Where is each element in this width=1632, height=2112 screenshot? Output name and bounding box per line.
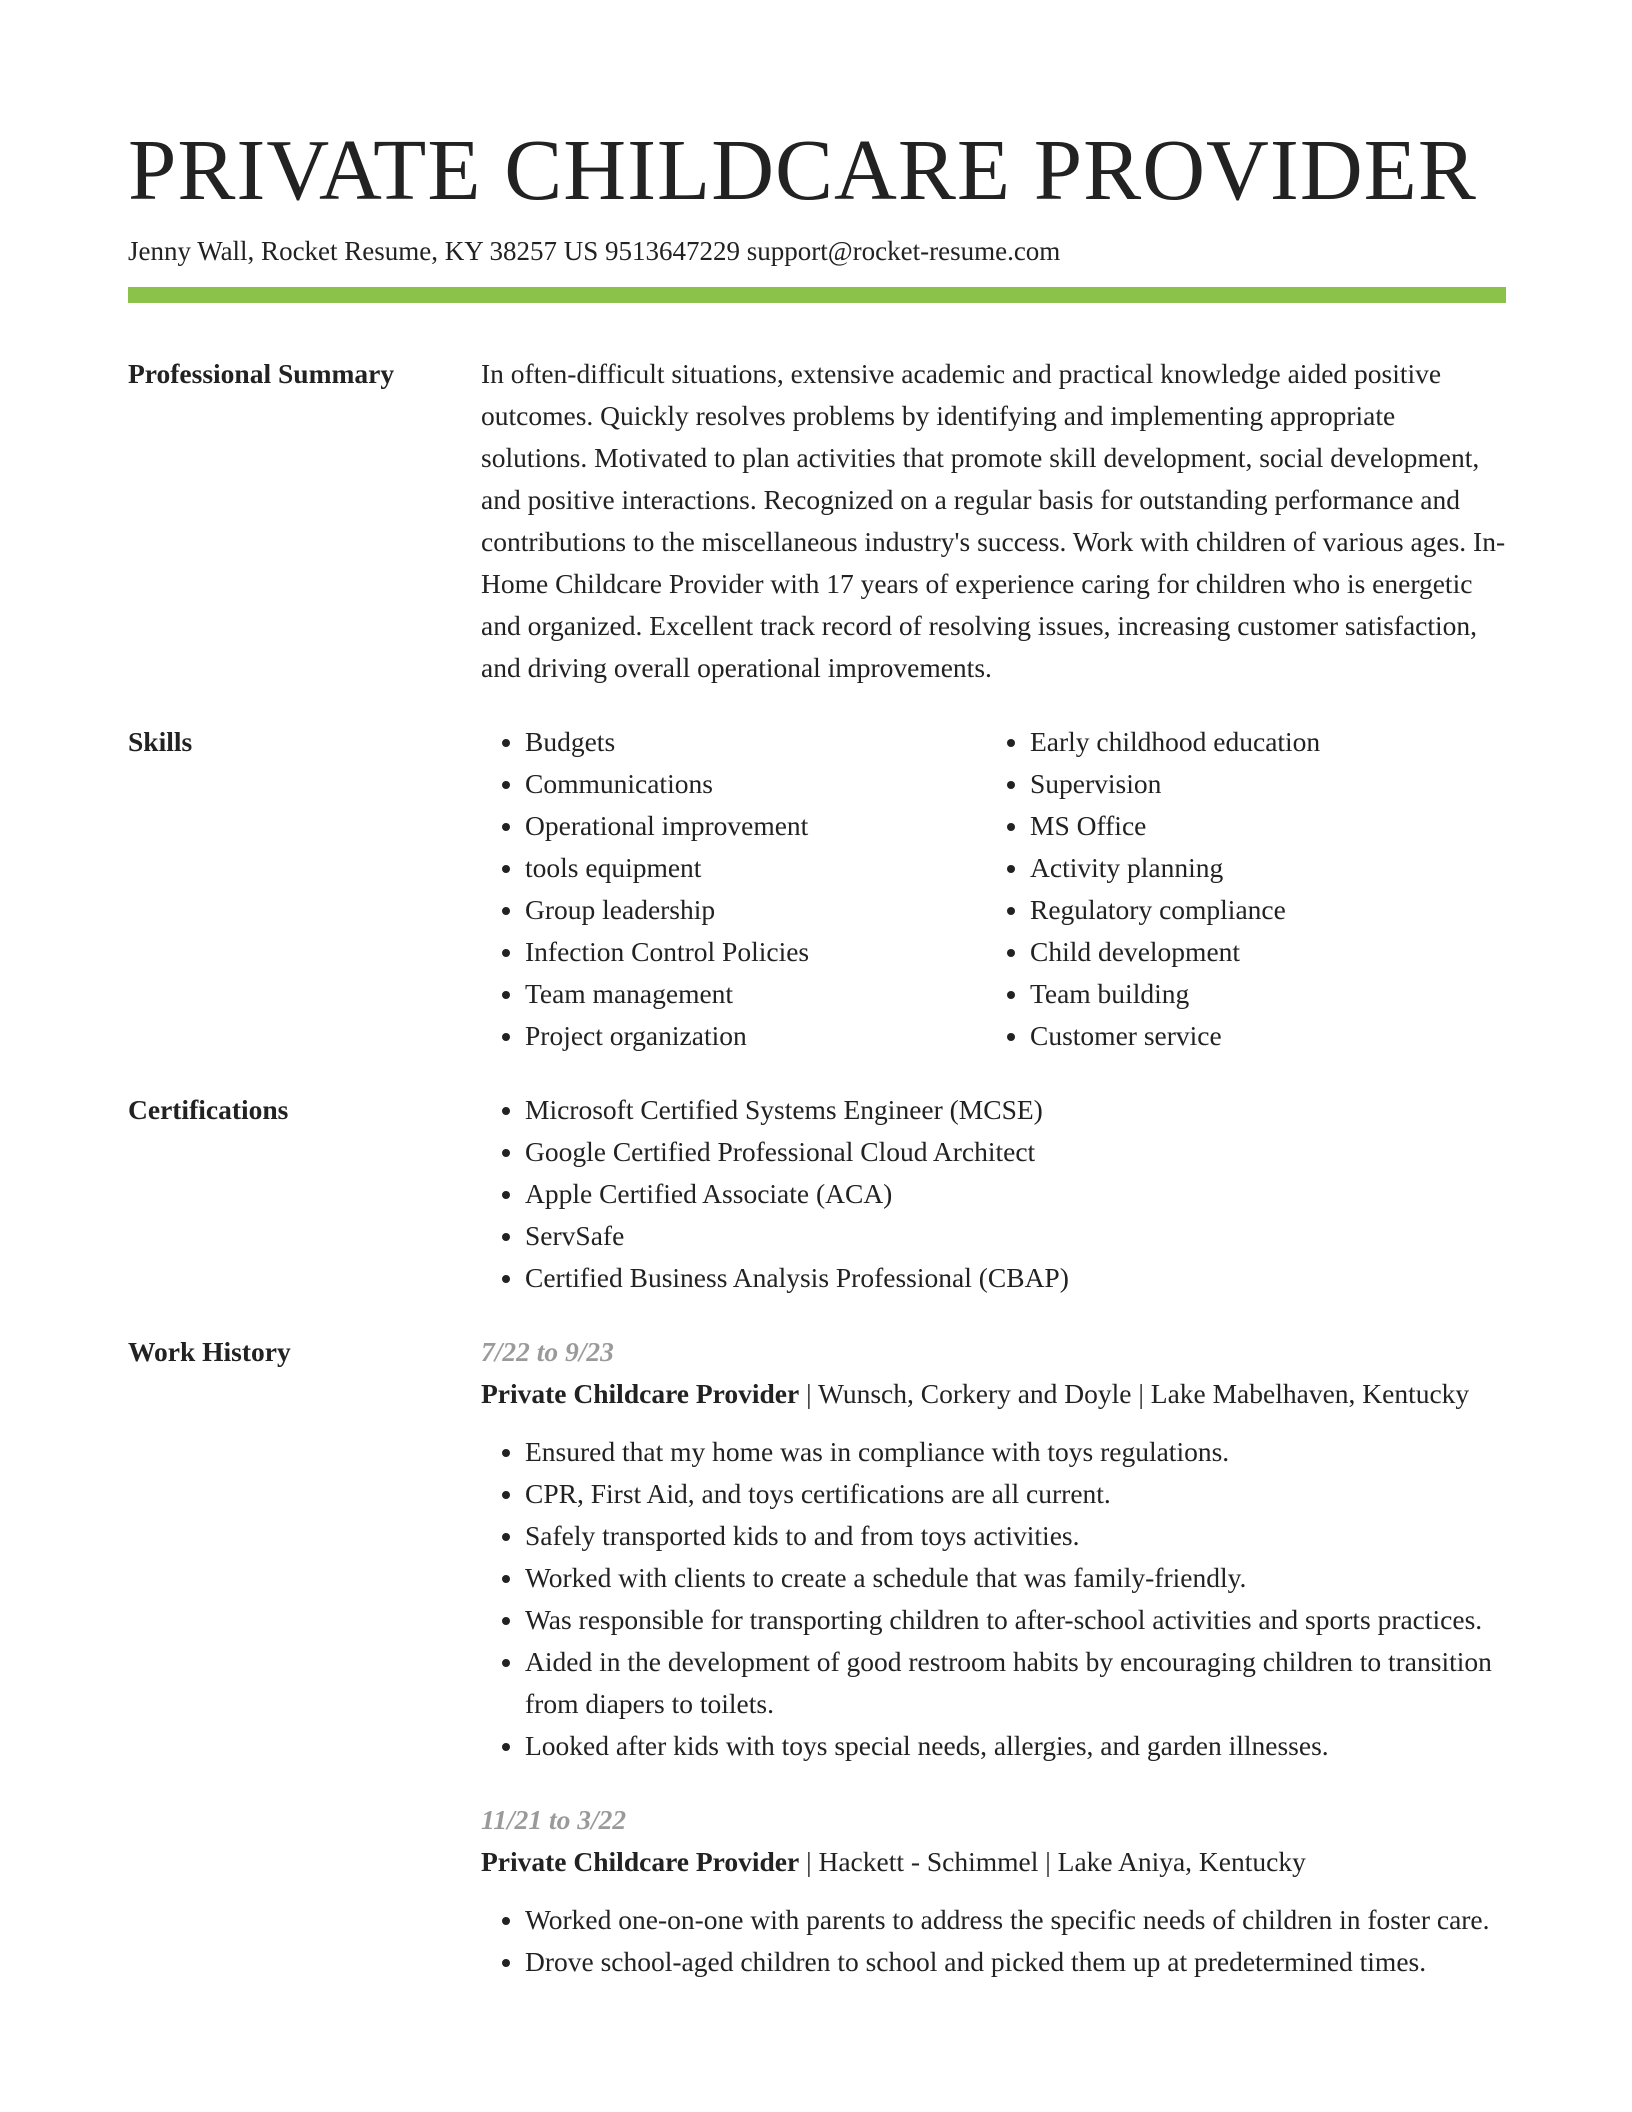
- certification-item: • Apple Certified Associate (ACA): [525, 1173, 1506, 1215]
- job-employer-location: | Hackett - Schimmel | Lake Aniya, Kentucky: [799, 1846, 1306, 1877]
- skill-item: • Early childhood education: [1030, 721, 1491, 763]
- job-dates: 7/22 to 9/23: [481, 1336, 614, 1367]
- certification-item: • Microsoft Certified Systems Engineer (MCSE): [525, 1089, 1506, 1131]
- skill-item: • Customer service: [1030, 1015, 1491, 1057]
- job-bullet: • Aided in the development of good restroom habits by encouraging children to transition from diapers to toilets.: [525, 1641, 1506, 1725]
- certifications-list: [481, 1089, 1506, 1299]
- skill-item: • Team management: [525, 973, 986, 1015]
- skill-item: • Group leadership: [525, 889, 986, 931]
- summary-body: [481, 353, 1506, 689]
- job-title: Private Childcare Provider: [481, 1378, 800, 1409]
- skill-item: • Child development: [1030, 931, 1491, 973]
- work-history-section: [128, 1331, 1506, 1983]
- skills-list-right: [986, 721, 1491, 1057]
- certifications-body: [481, 1089, 1506, 1299]
- skills-grid: [481, 721, 1506, 1057]
- skill-item: • tools equipment: [525, 847, 986, 889]
- job-dates: 11/21 to 3/22: [481, 1804, 627, 1835]
- job-title: Private Childcare Provider: [481, 1846, 800, 1877]
- job-bullet: • Safely transported kids to and from toys activities.: [525, 1515, 1506, 1557]
- skill-item: • Budgets: [525, 721, 986, 763]
- certification-item: • ServSafe: [525, 1215, 1506, 1257]
- job-bullet: • Drove school-aged children to school and picked them up at predetermined times.: [525, 1941, 1506, 1983]
- section-label-certifications: Certifications: [128, 1094, 289, 1125]
- certification-item: • Certified Business Analysis Professional (CBAP): [525, 1257, 1506, 1299]
- job-bullet: • Worked one-on-one with parents to address the specific needs of children in foster care.: [525, 1899, 1506, 1941]
- job-bullet: • Ensured that my home was in compliance with toys regulations.: [525, 1431, 1506, 1473]
- skills-list-left: [481, 721, 986, 1057]
- section-label-summary: Professional Summary: [128, 358, 395, 389]
- job-entry: [481, 1799, 1506, 1983]
- skill-item: • Supervision: [1030, 763, 1491, 805]
- skills-section: [128, 721, 1506, 1057]
- job-bullets: [481, 1431, 1506, 1767]
- skill-item: • Infection Control Policies: [525, 931, 986, 973]
- summary-text: In often-difficult situations, extensive academic and practical knowledge aided positive outcomes. Quickly resolves problems by identifying and implementing appropriate solutions. Motivated to plan activities that promote skill development, social development, and positive interactions. Recognized on a regular basis for outstanding performance and contributions to the miscellaneous industry's success. Work with children of various ages. In-Home Childcare Provider with 17 years of experience caring for children who is energetic and organized. Excellent track record of resolving issues, increasing customer satisfaction, and driving overall operational improvements.: [481, 358, 1506, 683]
- job-employer-location: | Wunsch, Corkery and Doyle | Lake Mabelhaven, Kentucky: [799, 1378, 1470, 1409]
- job-entry: [481, 1331, 1506, 1767]
- certification-item: • Google Certified Professional Cloud Architect: [525, 1131, 1506, 1173]
- contact-line: Jenny Wall, Rocket Resume, KY 38257 US 9513647229 support@rocket-resume.com: [128, 236, 1061, 266]
- resume-page: [128, 120, 1506, 1983]
- skill-item: • MS Office: [1030, 805, 1491, 847]
- work-history-body: [481, 1331, 1506, 1983]
- job-bullets: [481, 1899, 1506, 1983]
- section-label-work-history: Work History: [128, 1336, 291, 1367]
- resume-title: PRIVATE CHILDCARE PROVIDER: [128, 121, 1477, 218]
- professional-summary-section: [128, 353, 1506, 689]
- skill-item: • Project organization: [525, 1015, 986, 1057]
- job-bullet: • Looked after kids with toys special needs, allergies, and garden illnesses.: [525, 1725, 1506, 1767]
- job-bullet: • CPR, First Aid, and toys certifications are all current.: [525, 1473, 1506, 1515]
- skill-item: • Communications: [525, 763, 986, 805]
- job-heading: [481, 1841, 1506, 1883]
- certifications-section: [128, 1089, 1506, 1299]
- job-bullet: • Worked with clients to create a schedule that was family-friendly.: [525, 1557, 1506, 1599]
- skill-item: • Regulatory compliance: [1030, 889, 1491, 931]
- skill-item: • Team building: [1030, 973, 1491, 1015]
- job-bullet: • Was responsible for transporting children to after-school activities and sports practices.: [525, 1599, 1506, 1641]
- header-divider: [128, 287, 1506, 303]
- section-label-skills: Skills: [128, 726, 193, 757]
- job-heading: [481, 1373, 1506, 1415]
- skill-item: • Activity planning: [1030, 847, 1491, 889]
- skill-item: • Operational improvement: [525, 805, 986, 847]
